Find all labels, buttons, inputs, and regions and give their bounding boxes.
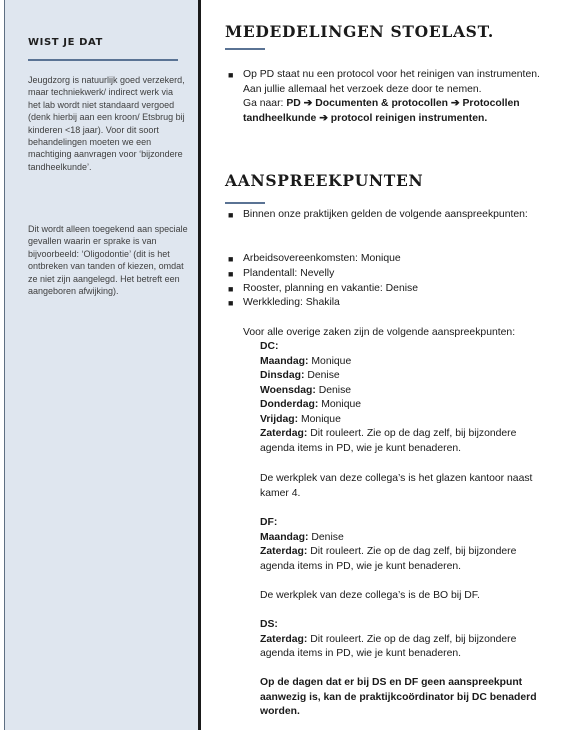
contact-name: Monique xyxy=(298,413,341,425)
other-contacts-intro: Voor alle overige zaken zijn de volgende aanspreekpunten: xyxy=(243,327,516,338)
protocol-notice-text: Op PD staat nu een protocol voor het reinigen van instrumenten. Aan jullie allemaal het verzoek deze door te nemen. xyxy=(243,69,540,95)
location-label: DS: xyxy=(260,619,278,630)
sidebar-paragraph-2: Dit wordt alleen toegekend aan speciale gevallen waarin er sprake is van bijvoorbeeld: ‘Oligodontie’ (dit is het ontbreken van tanden of kiezen, omdat ze niet zijn aangelegd. Het betreft een aangeboren afwijking). xyxy=(28,224,188,297)
contact-item: Rooster, planning en vakantie: Denise xyxy=(243,283,419,294)
day-label: Zaterdag: xyxy=(260,428,308,439)
contact-name: Dit rouleert. Zie op de dag zelf, bij bijzondere agenda items in PD, wie je kunt benaderen. xyxy=(260,633,517,659)
contact-name: Dit rouleert. Zie op de dag zelf, bij bijzondere agenda items in PD, wie je kunt benaderen. xyxy=(260,428,517,454)
day-label: Zaterdag: xyxy=(260,546,308,557)
day-label: Maandag: xyxy=(260,531,309,543)
bullet-icon: ■ xyxy=(228,254,234,264)
sidebar xyxy=(4,0,201,730)
contact-item: Plandentall: Nevelly xyxy=(243,268,335,279)
sidebar-paragraph-1: Jeugdzorg is natuurlijk goed verzekerd, maar techniekwerk/ indirect werk via het lab wordt niet standaard vergoed (denk hierbij aan een kroon/ Etsbrug bij kinderen <18 jaar). Voor dit soort behandelingen moeten we een machtiging aanvragen voor ‘bijzondere tandheelkunde’. xyxy=(28,75,185,172)
sidebar-divider xyxy=(28,59,178,61)
day-label: Maandag: xyxy=(260,355,309,367)
day-label: Woensdag: xyxy=(260,384,316,396)
contact-name: Denise xyxy=(308,531,344,543)
contact-item: Werkkleding: Shakila xyxy=(243,297,340,308)
contacts-intro: Binnen onze praktijken gelden de volgende aanspreekpunten: xyxy=(243,209,528,220)
workplace-note-df: De werkplek van deze collega’s is de BO bij DF. xyxy=(260,590,480,601)
title-divider xyxy=(225,48,265,50)
bullet-icon: ■ xyxy=(228,70,234,80)
location-ds xyxy=(260,618,550,662)
section-title-aanspreekpunten: AANSPREEKPUNTEN xyxy=(225,171,424,190)
goto-path: PD ➔ Documenten & protocollen ➔ Protocollen tandheelkunde ➔ protocol reinigen instrumenten. xyxy=(243,98,520,124)
closing-note: Op de dagen dat er bij DS en DF geen aanspreekpunt aanwezig is, kan de praktijkcoördinator bij DC benaderd worden. xyxy=(260,677,537,717)
day-label: Donderdag: xyxy=(260,399,319,410)
section-title-mededelingen: MEDEDELINGEN STOELAST. xyxy=(225,22,494,41)
contact-name: Denise xyxy=(315,384,352,396)
location-label: DF: xyxy=(260,517,278,528)
protocol-notice xyxy=(243,68,543,126)
bullet-icon: ■ xyxy=(228,210,234,220)
contact-name: Dit rouleert. Zie op de dag zelf, bij bijzondere agenda items in PD, wie je kunt benaderen. xyxy=(260,546,517,572)
contact-name: Denise xyxy=(304,370,340,381)
bullet-icon: ■ xyxy=(228,298,234,308)
bullet-icon: ■ xyxy=(228,284,234,294)
contact-name: Monique xyxy=(318,399,362,410)
location-dc xyxy=(260,340,550,456)
day-label: Vrijdag: xyxy=(260,413,299,425)
workplace-note-dc: De werkplek van deze collega’s is het glazen kantoor naast kamer 4. xyxy=(260,473,533,499)
title-divider xyxy=(225,202,265,204)
contact-item: Arbeidsovereenkomsten: Monique xyxy=(243,253,401,264)
contact-name: Monique xyxy=(308,355,352,367)
day-label: Zaterdag: xyxy=(260,633,308,645)
bullet-icon: ■ xyxy=(228,269,234,279)
day-label: Dinsdag: xyxy=(260,370,305,381)
location-label: DC: xyxy=(260,341,279,352)
location-df xyxy=(260,516,550,574)
goto-prefix: Ga naar: xyxy=(243,98,284,109)
sidebar-heading: WIST JE DAT xyxy=(28,37,103,48)
